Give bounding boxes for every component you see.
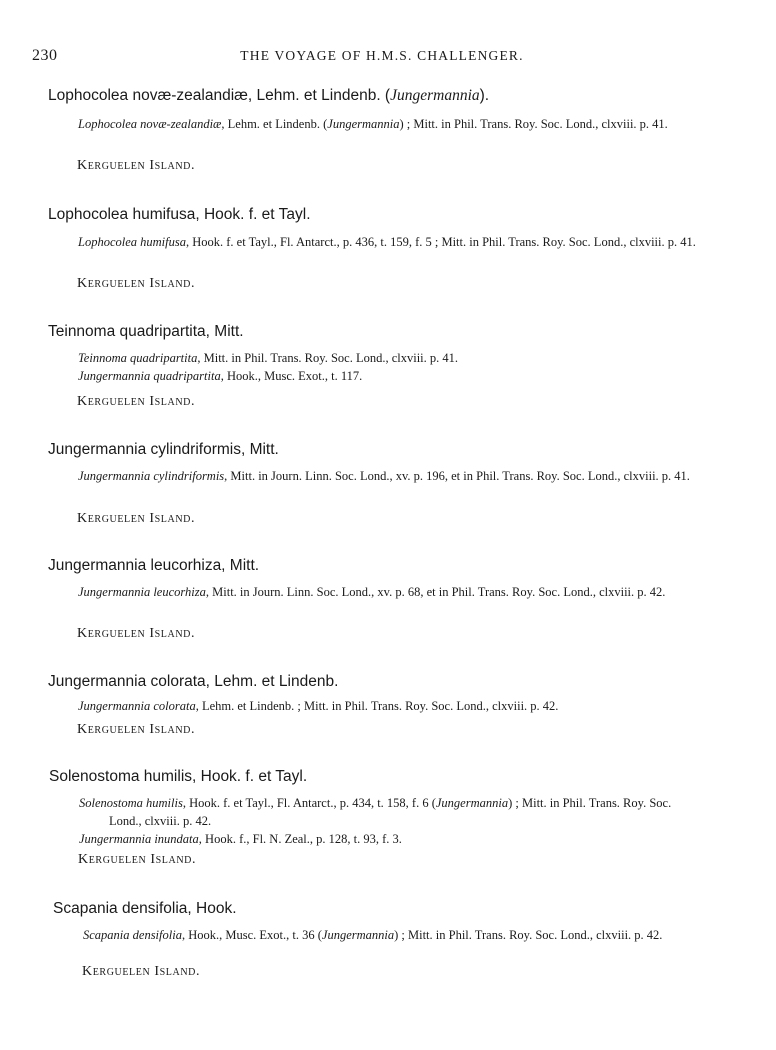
species-title: Lophocolea humifusa, Hook. f. et Tayl.: [48, 206, 311, 223]
reference-line: Jungermannia quadripartita, Hook., Musc. Exot., t. 117.: [78, 369, 363, 383]
reference-line: Jungermannia inundata, Hook. f., Fl. N. Zeal., p. 128, t. 93, f. 3.: [79, 832, 402, 846]
locality: Kerguelen Island.: [77, 158, 196, 173]
species-title: Jungermannia leucorhiza, Mitt.: [48, 557, 260, 574]
species-title: Scapania densifolia, Hook.: [53, 900, 237, 917]
species-title: Jungermannia cylindriformis, Mitt.: [48, 441, 279, 458]
reference-line: Teinnoma quadripartita, Mitt. in Phil. Trans. Roy. Soc. Lond., clxviii. p. 41.: [78, 351, 459, 365]
page-header: [32, 47, 732, 67]
reference-line: Solenostoma humilis, Hook. f. et Tayl., Fl. Antarct., p. 434, t. 158, f. 6 (Jungermannia) ; Mitt. in Phil. Trans. Roy. Soc. Lond., clxviii. p. 42.: [79, 796, 672, 828]
species-title: Jungermannia colorata, Lehm. et Lindenb.: [48, 673, 339, 690]
species-title: Teinnoma quadripartita, Mitt.: [48, 323, 244, 340]
reference-line: Lophocolea humifusa, Hook. f. et Tayl., Fl. Antarct., p. 436, t. 159, f. 5 ; Mitt. in Phil. Trans. Roy. Soc. Lond., clxviii. p. 41.: [78, 235, 696, 249]
running-title: THE VOYAGE OF H.M.S. CHALLENGER.: [240, 48, 524, 63]
locality: Kerguelen Island.: [77, 626, 196, 641]
page-number: 230: [32, 47, 58, 64]
species-title: Lophocolea novæ-zealandiæ, Lehm. et Lindenb. (Jungermannia).: [48, 87, 490, 104]
reference-line: Jungermannia colorata, Lehm. et Lindenb. ; Mitt. in Phil. Trans. Roy. Soc. Lond., clxviii. p. 42.: [78, 699, 559, 713]
species-title: Solenostoma humilis, Hook. f. et Tayl.: [49, 768, 308, 785]
locality: Kerguelen Island.: [77, 394, 196, 409]
reference-line: Lophocolea novæ-zealandiæ, Lehm. et Lindenb. (Jungermannia) ; Mitt. in Phil. Trans. Roy. Soc. Lond., clxviii. p. 41.: [78, 117, 668, 131]
reference-line: Jungermannia leucorhiza, Mitt. in Journ. Linn. Soc. Lond., xv. p. 68, et in Phil. Trans. Roy. Soc. Lond., clxviii. p. 42.: [78, 585, 666, 599]
reference-line: Jungermannia cylindriformis, Mitt. in Journ. Linn. Soc. Lond., xv. p. 196, et in Phil. Trans. Roy. Soc. Lond., clxviii. p. 41.: [78, 469, 690, 483]
locality: Kerguelen Island.: [77, 276, 196, 291]
locality: Kerguelen Island.: [77, 511, 196, 526]
locality: Kerguelen Island.: [82, 964, 201, 979]
locality: Kerguelen Island.: [78, 852, 197, 867]
locality: Kerguelen Island.: [77, 722, 196, 737]
reference-line: Scapania densifolia, Hook., Musc. Exot., t. 36 (Jungermannia) ; Mitt. in Phil. Trans. Roy. Soc. Lond., clxviii. p. 42.: [83, 928, 663, 942]
